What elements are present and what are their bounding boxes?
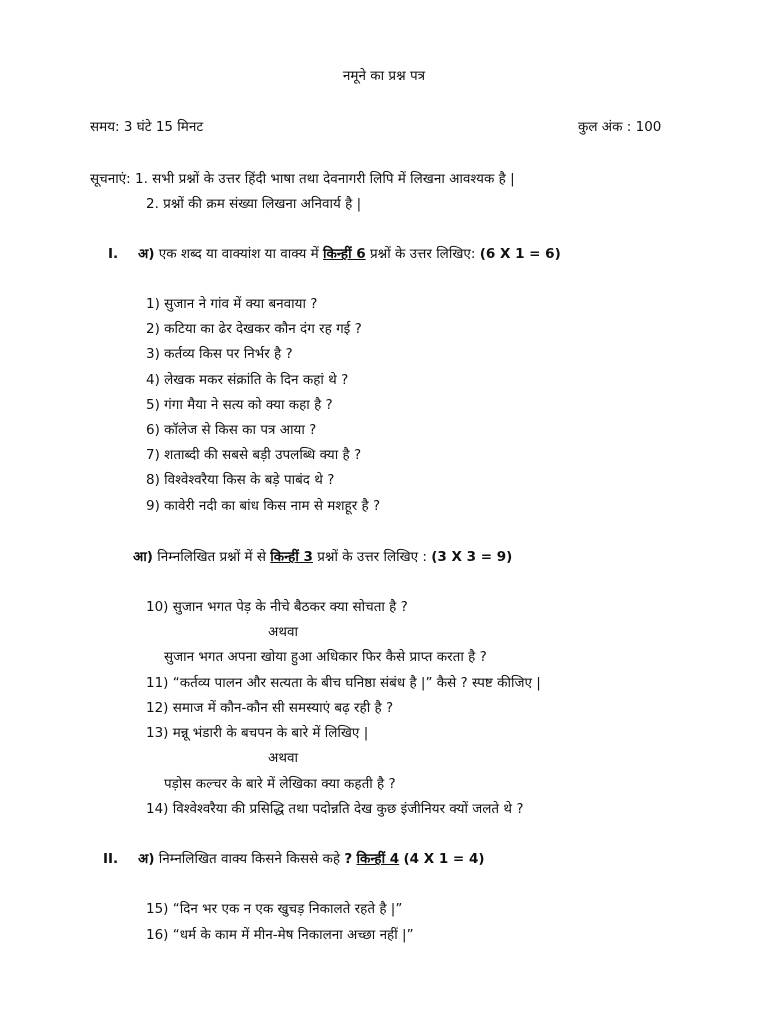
question-item: 15) “दिन भर एक न एक खुचड़ निकालते रहते है |” (146, 901, 403, 917)
question-item: 1) सुजान ने गांव में क्या बनवाया ? (146, 296, 318, 312)
question-item-alternate: सुजान भगत अपना खोया हुआ अधिकार फिर कैसे प्राप्त करता है ? (164, 649, 487, 665)
section-1-number: I. (108, 246, 119, 262)
part-a-label: अ) (138, 246, 155, 262)
question-item-alternate: पड़ोस कल्चर के बारे में लेखिका क्या कहती है ? (164, 776, 396, 792)
question-item: 2) कटिया का ढेर देखकर कौन दंग रह गई ? (146, 321, 362, 337)
question-item: 14) विश्वेश्वरैया की प्रसिद्धि तथा पदोन्नति देख कुछ इंजीनियर क्यों जलते थे ? (146, 801, 524, 817)
question-item: 9) कावेरी नदी का बांध किस नाम से मशहूर है ? (146, 498, 381, 514)
part-a-choice: किन्हीं 6 (323, 246, 366, 262)
question-item: 6) कॉलेज से किस का पत्र आया ? (146, 422, 317, 438)
page-title: नमूने का प्रश्न पत्र (342, 68, 426, 84)
question-item: 10) सुजान भगत पेड़ के नीचे बैठकर क्या सोचता है ? (146, 599, 408, 615)
question-item: 7) शताब्दी की सबसे बड़ी उपलब्धि क्या है ? (146, 447, 362, 463)
instruction-item-1: 1. सभी प्रश्नों के उत्तर हिंदी भाषा तथा देवनागरी लिपि में लिखना आवश्यक है | (135, 171, 515, 187)
section-2-question-mark: ? (344, 851, 353, 867)
part-b-instruction-end: प्रश्नों के उत्तर लिखिए : (312, 549, 427, 565)
part-b-choice: किन्हीं 3 (270, 549, 313, 565)
section-2-part-a-marks: (4 X 1 = 4) (403, 851, 485, 867)
section-2-part-a-label: अ) (138, 851, 155, 867)
section-1-part-b-heading (133, 548, 512, 566)
question-item: 8) विश्वेश्वरैया किस के बड़े पाबंद थे ? (146, 472, 335, 488)
instructions-line-1 (90, 170, 515, 188)
section-1-part-a-heading (138, 245, 561, 263)
instruction-item-2: 2. प्रश्नों की क्रम संख्या लिखना अनिवार्य है | (146, 196, 362, 212)
question-item: 16) “धर्म के काम में मीन-मेष निकालना अच्छा नहीं |” (146, 927, 414, 943)
exam-time: समय: 3 घंटे 15 मिनट (90, 119, 204, 135)
part-b-label: आ) (133, 549, 153, 565)
question-item: 11) “कर्तव्य पालन और सत्यता के बीच घनिष्ठा संबंध है |” कैसे ? स्पष्ट कीजिए | (146, 675, 541, 691)
question-item: 13) मन्नू भंडारी के बचपन के बारे में लिखिए | (146, 725, 369, 741)
question-item: 4) लेखक मकर संक्रांति के दिन कहां थे ? (146, 372, 349, 388)
section-2-number: II. (103, 851, 119, 867)
section-2-part-a-choice: किन्हीं 4 (356, 851, 400, 867)
or-separator: अथवा (268, 624, 298, 640)
question-item: 5) गंगा मैया ने सत्य को क्या कहा है ? (146, 397, 333, 413)
question-item: 12) समाज में कौन-कौन सी समस्याएं बढ़ रही है ? (146, 700, 394, 716)
part-a-instruction: एक शब्द या वाक्यांश या वाक्य में (158, 246, 319, 262)
instructions-prefix: सूचनाएं: (90, 171, 131, 187)
part-b-instruction: निम्नलिखित प्रश्नों में से (157, 549, 266, 565)
part-b-marks: (3 X 3 = 9) (431, 549, 513, 565)
section-2-part-a-instruction: निम्नलिखित वाक्य किसने किससे कहे (158, 851, 341, 867)
part-a-marks: (6 X 1 = 6) (479, 246, 561, 262)
part-a-instruction-end: प्रश्नों के उत्तर लिखिए: (365, 246, 476, 262)
question-item: 3) कर्तव्य किस पर निर्भर है ? (146, 346, 293, 362)
section-2-part-a-heading (138, 850, 485, 868)
total-marks: कुल अंक : 100 (578, 119, 662, 135)
or-separator: अथवा (268, 750, 298, 766)
